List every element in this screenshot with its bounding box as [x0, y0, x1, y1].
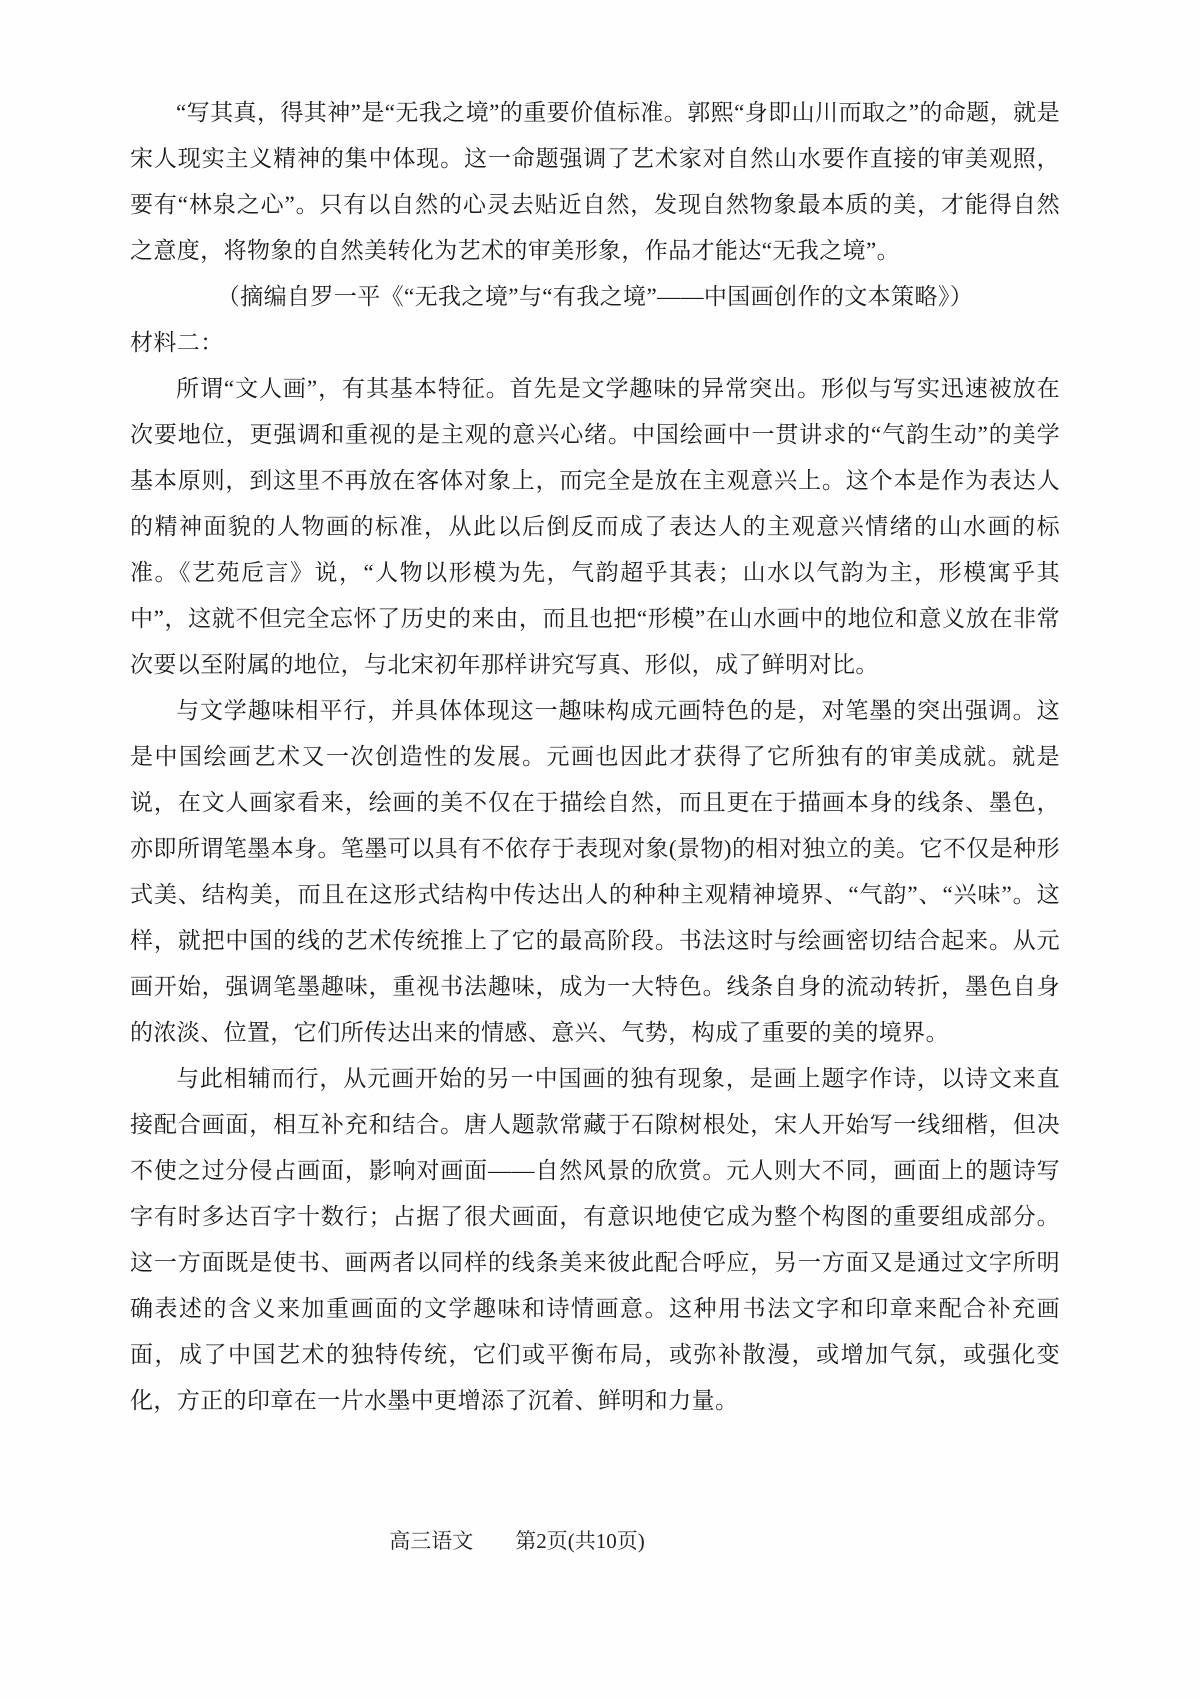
footer-page-number: 第2页(共10页) [515, 1529, 645, 1553]
page-footer [0, 1518, 1200, 1564]
text-column [130, 90, 1060, 1424]
material1-attribution: （摘编自罗一平《“无我之境”与“有我之境”——中国画创作的文本策略》） [216, 284, 974, 309]
footer-course-label: 高三语文 [389, 1529, 474, 1553]
page-footer-text [389, 1518, 645, 1564]
material2-paragraph-2: 与文学趣味相平行，并具体体现这一趣味构成元画特色的是，对笔墨的突出强调。这是中国绘画艺术又一次创造性的发展。元画也因此才获得了它所独有的审美成就。就是说，在文人画家看来，绘画的美不仅在于描绘自然，而且更在于描画本身的线条、墨色，亦即所谓笔墨本身。笔墨可以具有不依存于表现对象(景物)的相对独立的美。它不仅是种形式美、结构美，而且在这形式结构中传达出人的种种主观精神境界、“气韵”、“兴味”。这样，就把中国的线的艺术传统推上了它的最高阶段。书法这时与绘画密切结合起来。从元画开始，强调笔墨趣味，重视书法趣味，成为一大特色。线条自身的流动转折，墨色自身的浓淡、位置，它们所传达出来的情感、意兴、气势，构成了重要的美的境界。 [130, 698, 1060, 1045]
material2-label: 材料二： [130, 330, 224, 355]
material2-paragraph-1: 所谓“文人画”，有其基本特征。首先是文学趣味的异常突出。形似与写实迅速被放在次要地位，更强调和重视的是主观的意兴心绪。中国绘画中一贯讲求的“气韵生动”的美学基本原则，到这里不再放在客体对象上，而完全是放在主观意兴上。这个本是作为表达人的精神面貌的人物画的标准，从此以后倒反而成了表达人的主观意兴情绪的山水画的标准。《艺苑卮言》说，“人物以形模为先，气韵超乎其表；山水以气韵为主，形模寓乎其中”，这就不但完全忘怀了历史的来由，而且也把“形模”在山水画中的地位和意义放在非常次要以至附属的地位，与北宋初年那样讲究写真、形似，成了鲜明对比。 [130, 376, 1060, 677]
material2-paragraph-3: 与此相辅而行，从元画开始的另一中国画的独有现象，是画上题字作诗，以诗文来直接配合画面，相互补充和结合。唐人题款常藏于石隙树根处，宋人开始写一线细楷，但决不使之过分侵占画面，影响对画面——自然风景的欣赏。元人则大不同，画面上的题诗写字有时多达百字十数行；占据了很犬画面，有意识地使它成为整个构图的重要组成部分。这一方面既是使书、画两者以同样的线条美来彼此配合呼应，另一方面又是通过文字所明确表述的含义来加重画面的文学趣味和诗情画意。这种用书法文字和印章来配合补充画面，成了中国艺术的独特传统，它们或平衡布局，或弥补散漫，或增加气氛，或强化变化，方正的印章在一片水墨中更增添了沉着、鲜明和力量。 [130, 1066, 1060, 1413]
material1-paragraph: “写其真，得其神”是“无我之境”的重要价值标准。郭熙“身即山川而取之”的命题，就是宋人现实主义精神的集中体现。这一命题强调了艺术家对自然山水要作直接的审美观照，要有“林泉之心”。只有以自然的心灵去贴近自然，发现自然物象最本质的美，才能得自然之意度，将物象的自然美转化为艺术的审美形象，作品才能达“无我之境”。 [130, 100, 1060, 263]
